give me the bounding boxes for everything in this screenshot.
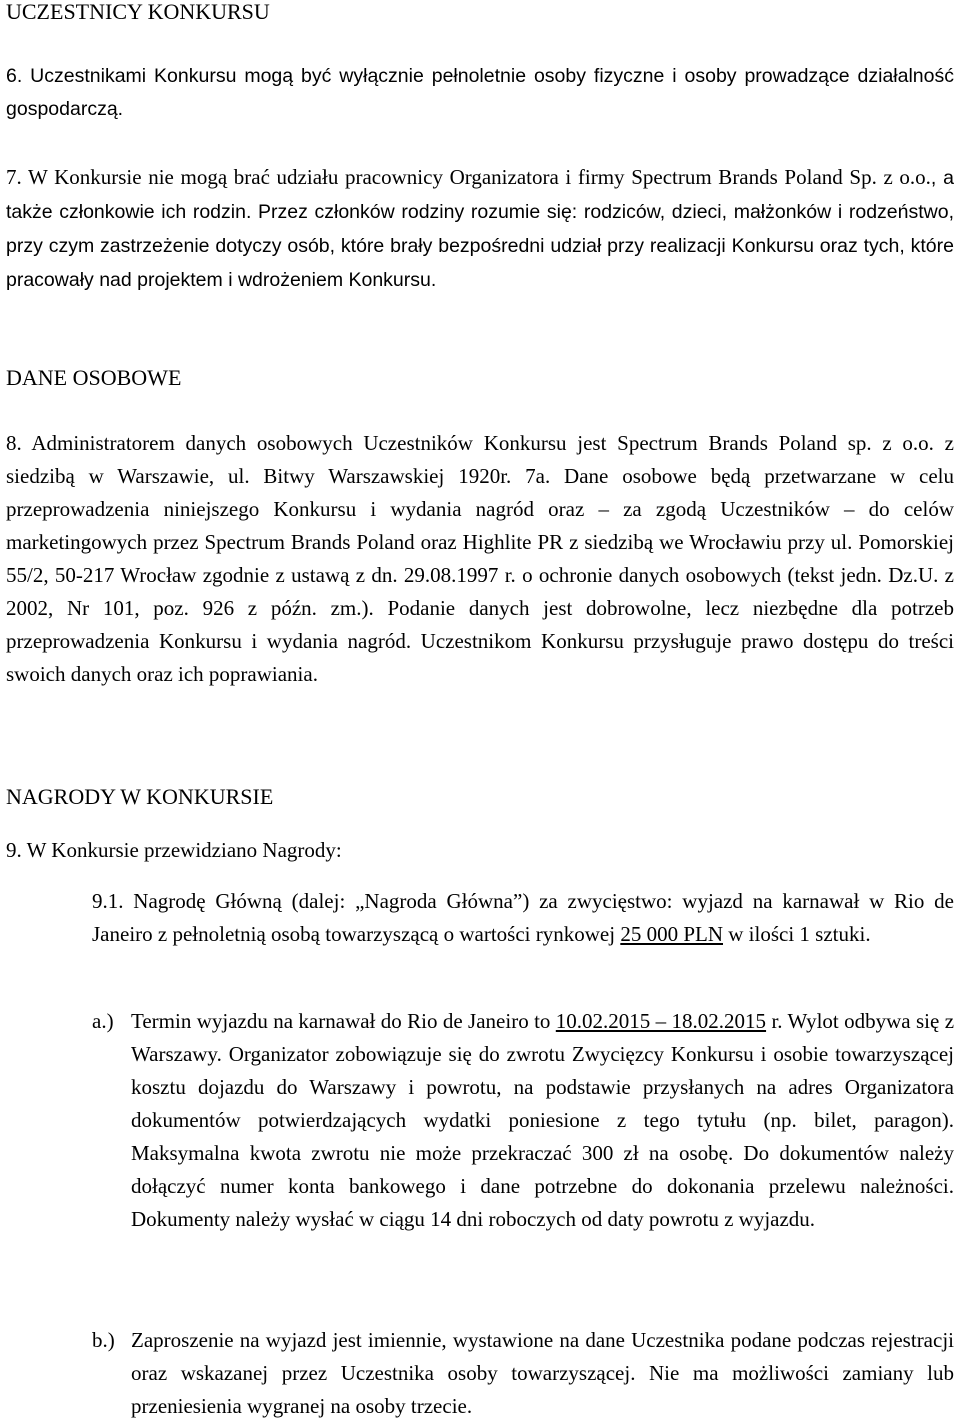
paragraph-7 [6, 161, 954, 297]
item-a-text1: Termin wyjazdu na karnawał do Rio de Janeiro to [131, 1009, 556, 1033]
section-heading-uczestnicy: UCZESTNICY KONKURSU [6, 0, 270, 24]
prize-description: 9.1. Nagrodę Główną (dalej: „Nagroda Główna”) za zwycięstwo: wyjazd na karnawał w Rio de Janeiro z pełnoletnią osobą towarzyszącą o wartości rynkowej [92, 889, 954, 946]
item-b-label: b.) [92, 1328, 115, 1352]
item-a-text2: r. Wylot odbywa się z Warszawy. Organizator zobowiązuje się do zwrotu Zwycięzcy Konkursu i osobie towarzyszącej kosztu dojazdu do Warszawy i powrotu, na podstawie przysłanych na adres Organizatora dokumentów potwierdzających wydatki poniesione z tego tytułu (np. bilet, paragon). Maksymalna kwota zwrotu nie może przekraczać 300 zł na osobę. Do dokumentów należy dołączyć numer konta bankowego i dane potrzebne do dokonania przelewu należności. Dokumenty należy wysłać w ciągu 14 dni roboczych od daty powrotu z wyjazdu. [131, 1009, 955, 1231]
item-b-text: Zaproszenie na wyjazd jest imiennie, wystawione na dane Uczestnika podane podczas rejestracji oraz wskazanej przez Uczestnika osoby towarzyszącej. Nie ma możliwości zamiany lub przeniesienia wygranej na osoby trzecie. [131, 1328, 954, 1418]
paragraph-6-text: 6. Uczestnikami Konkursu mogą być wyłącznie pełnoletnie osoby fizyczne i osoby prowadzące działalność gospodarczą. [6, 65, 954, 120]
paragraph-7-part1: 7. W Konkursie nie mogą brać udziału pracownicy Organizatora i firmy Spectrum Brands Poland Sp. z o.o. [6, 165, 931, 189]
paragraph-8-part2: Dane osobowe będą przetwarzane w celu przeprowadzenia niniejszego Konkursu i wydania nagród oraz – za zgodą Uczestników – do celów marketingowych przez Spectrum Brands Poland oraz Highlite PR z siedzibą we Wrocławiu przy ul. Pomorskiej 55/2, 50-217 Wrocław zgodnie z ustawą z dn. 29.08.1997 r. o ochronie danych osobowych (tekst jedn. Dz.U. z 2002, Nr 101, poz. 926 z późn. zm.). Podanie danych jest dobrowolne, lecz niezbędne dla potrzeb przeprowadzenia Konkursu i wydania nagród. Uczestnikom Konkursu przysługuje prawo dostępu do treści swoich danych oraz ich poprawiania. [6, 464, 954, 686]
paragraph-8-part1: 8. Administratorem danych osobowych Uczestników Konkursu jest Spectrum Brands Poland sp. z o.o. z siedzibą w Warszawie, ul. Bitwy Warszawskiej 1920r. 7a. [6, 431, 954, 488]
item-b [131, 1324, 954, 1423]
paragraph-8 [6, 427, 954, 691]
paragraph-9 [6, 834, 954, 867]
paragraph-6 [6, 60, 954, 126]
paragraph-8-text [6, 427, 954, 691]
paragraph-9-text: 9. W Konkursie przewidziano Nagrody: [6, 838, 342, 862]
paragraph-9-1 [92, 885, 954, 951]
paragraph-7-text [6, 161, 954, 297]
paragraph-9-1-text [92, 885, 954, 951]
prize-quantity: w ilości 1 sztuki. [723, 922, 871, 946]
section-heading-dane: DANE OSOBOWE [6, 365, 182, 390]
paragraph-7-part2: , a także członkowie ich rodzin. Przez członków rodziny rozumie się: rodziców, dzieci, małżonków i rodzeństwo, przy czym zastrzeżenie dotyczy osób, które brały bezpośredni udział przy realizacji Konkursu oraz tych, które pracowały nad projektem i wdrożeniem Konkursu. [6, 167, 954, 291]
travel-dates: 10.02.2015 – 18.02.2015 [555, 1009, 767, 1033]
section-heading-nagrody: NAGRODY W KONKURSIE [6, 784, 274, 809]
prize-value: 25 000 PLN [620, 922, 723, 946]
item-a-text [131, 1005, 954, 1236]
item-a [131, 1005, 954, 1236]
item-a-label: a.) [92, 1009, 114, 1033]
